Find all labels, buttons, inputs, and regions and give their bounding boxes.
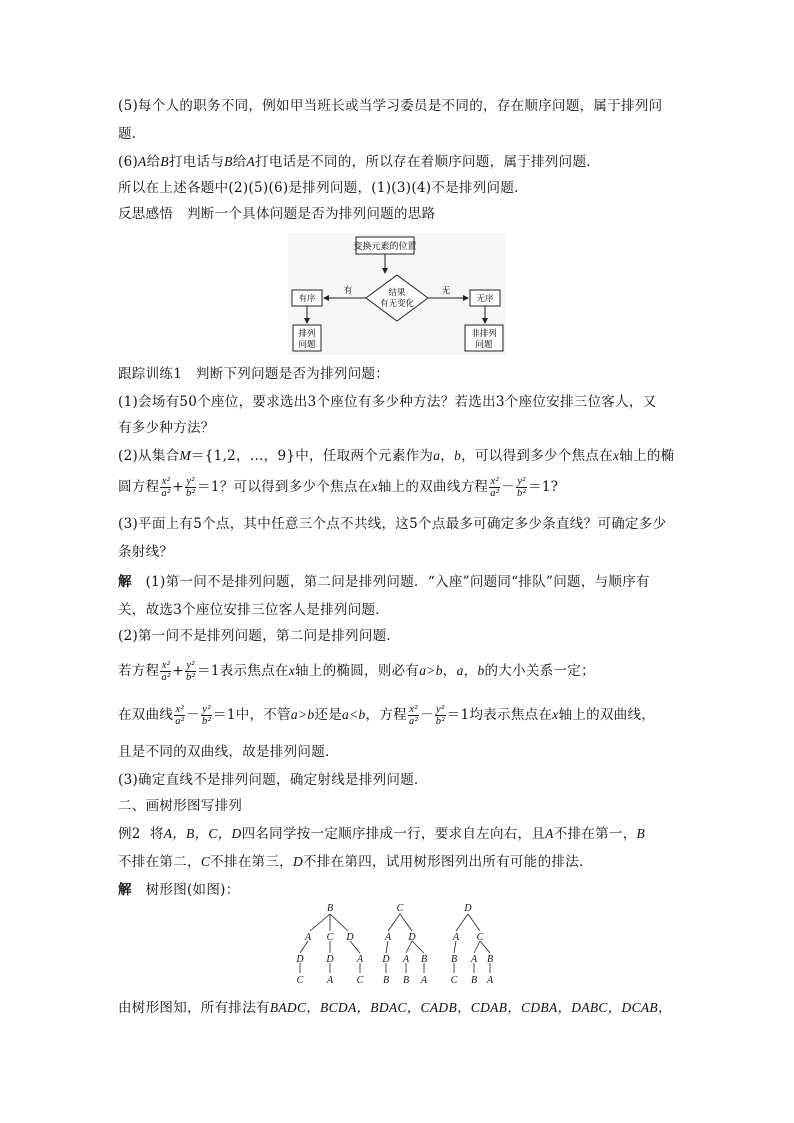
var-b: b xyxy=(454,448,462,463)
text-fragment: ＝1均表示焦点在 xyxy=(446,707,553,723)
text-fragment: 树形图(如图)： xyxy=(145,882,240,898)
fraction-numerator: y² xyxy=(517,476,526,487)
tree-node: C xyxy=(450,975,458,986)
operator-minus: － xyxy=(419,707,434,723)
conclusion-line xyxy=(118,998,678,1018)
var-a: A xyxy=(138,154,147,169)
fraction-numerator: x² xyxy=(161,660,171,671)
fraction-x2-a2 xyxy=(408,704,419,727)
var-x: x xyxy=(288,663,296,678)
text-fragment: 若方程 xyxy=(118,663,160,679)
paragraph-5-line1: (5)每个人的职务不同，例如甲当班长或当学习委员是不同的，存在顺序问题，属于排列问 xyxy=(118,98,663,114)
text-fragment: 还是 xyxy=(314,707,343,723)
var-b: B xyxy=(224,154,233,169)
example-line2 xyxy=(118,852,678,872)
text-fragment: 的大小关系一定； xyxy=(484,663,595,679)
fraction-numerator: y² xyxy=(186,476,195,487)
text-fragment: 不排在第二， xyxy=(118,854,201,870)
fraction-denominator: b² xyxy=(186,672,196,683)
text-fragment: ＝{1,2，…，9}中，任取两个元素作为 xyxy=(190,448,434,464)
practice-q2-line1 xyxy=(118,446,678,466)
fraction-denominator: a² xyxy=(175,716,185,727)
example-line1 xyxy=(118,824,678,844)
fraction-y2-b2 xyxy=(185,476,196,499)
flow-edge-yes: 有 xyxy=(343,286,353,296)
solution-line6: 且是不同的双曲线，故是排列问题． xyxy=(118,744,339,760)
flow-box-permutation-l1: 排列 xyxy=(298,329,316,339)
solution-line7: (3)确定直线不是排列问题，确定射线是排列问题． xyxy=(118,772,428,788)
var-x: x xyxy=(552,707,559,722)
var-m: M xyxy=(179,448,191,463)
flow-box-non-permutation-l1: 非排列 xyxy=(471,329,497,339)
fraction-x2-a2 xyxy=(160,476,171,499)
flow-edge-no: 无 xyxy=(441,286,451,296)
reflection-line xyxy=(118,204,678,224)
var-c: C xyxy=(200,854,211,869)
text-fragment: ＝1表示焦点在 xyxy=(197,663,289,679)
flow-box-ordered-label: 有序 xyxy=(298,294,316,304)
tree-diagram xyxy=(270,901,510,993)
tree-node: A xyxy=(470,954,478,965)
tree-node: A xyxy=(452,932,460,943)
reflection-text: 判断一个具体问题是否为排列问题的思路 xyxy=(186,206,436,222)
text-fragment: (6) xyxy=(118,154,139,170)
fraction-numerator: x² xyxy=(409,704,418,715)
text-fragment: 给 xyxy=(232,154,247,170)
flowchart-diagram xyxy=(288,233,506,355)
fraction-y2-b2 xyxy=(435,704,446,727)
var-a: a xyxy=(456,663,464,678)
fraction-x2-a2 xyxy=(160,660,171,683)
text-fragment: 不排在第三， xyxy=(210,854,293,870)
practice-title: 跟踪训练1 判断下列问题是否为排列问题： xyxy=(118,366,390,382)
tree-node: B xyxy=(402,975,410,986)
var-a: A xyxy=(246,154,256,169)
flow-box-top-label: 变换元素的位置 xyxy=(353,242,417,252)
tree-node: A xyxy=(402,954,410,965)
fraction-denominator: a² xyxy=(490,488,500,499)
tree-node: C xyxy=(296,975,304,986)
tree-node: B xyxy=(382,975,390,986)
fraction-x2-a2 xyxy=(489,476,500,499)
fraction-denominator: b² xyxy=(186,488,196,499)
tree-node: C xyxy=(326,932,334,943)
solution-line2: 关，故选3个座位安排三位客人是排列问题． xyxy=(118,602,390,618)
tree-node: A xyxy=(326,975,334,986)
fraction-denominator: a² xyxy=(161,672,171,683)
flow-box-unordered-label: 无序 xyxy=(476,294,494,304)
text-fragment: 轴上的椭 xyxy=(619,448,675,464)
operator-minus: － xyxy=(186,707,201,723)
practice-q3-line1: (3)平面上有5个点，其中任意三个点不共线，这5个点最多可确定多少条直线？可确定多少 xyxy=(118,516,667,532)
solution-label: 解 xyxy=(118,882,132,898)
text-fragment: 将 xyxy=(149,826,164,842)
fraction-y2-b2 xyxy=(201,704,212,727)
text-fragment: ＝1? xyxy=(528,479,559,495)
fraction-numerator: y² xyxy=(186,660,195,671)
text-fragment: ， xyxy=(440,448,455,464)
text-fragment: ， xyxy=(442,663,457,679)
text-fragment: (2)从集合 xyxy=(118,448,180,464)
text-fragment: 在双曲线 xyxy=(118,707,174,723)
text-fragment: ， xyxy=(463,663,478,679)
text-fragment: ＝1中，不管 xyxy=(213,707,291,723)
fraction-numerator: y² xyxy=(436,704,445,715)
var-b: b xyxy=(477,663,485,678)
tree-node: A xyxy=(420,975,428,986)
text-fragment: 轴上的双曲线， xyxy=(558,707,656,723)
reflection-label: 反思感悟 xyxy=(118,206,174,222)
tree-node: A xyxy=(356,954,364,965)
text-fragment: ，方程 xyxy=(365,707,407,723)
example-label: 例2 xyxy=(118,826,141,842)
permutation-list: BADC，BCDA，BDAC，CADB，CDAB，CDBA，DABC，DCAB， xyxy=(269,1000,672,1015)
text-fragment: 打电话与 xyxy=(168,154,225,170)
text-fragment: ，可以得到多少个焦点在 xyxy=(461,448,613,464)
tree-root-b: B xyxy=(326,903,334,914)
fraction-denominator: a² xyxy=(161,488,171,499)
fraction-x2-a2 xyxy=(174,704,185,727)
solution-line5 xyxy=(118,704,678,727)
var-d: D xyxy=(292,854,303,869)
text-fragment: ＝1？可以得到多少个焦点在 xyxy=(197,479,372,495)
text-fragment: 不排在第四，试用树形图列出所有可能的排法． xyxy=(303,854,593,870)
fraction-y2-b2 xyxy=(516,476,527,499)
tree-node: D xyxy=(382,954,390,965)
flow-box-permutation-l2: 问题 xyxy=(298,340,316,350)
flow-box-non-permutation-l2: 问题 xyxy=(475,340,493,350)
text-fragment: 轴上的双曲线方程 xyxy=(377,479,489,495)
text-fragment: 由树形图知，所有排法有 xyxy=(118,1000,270,1016)
tree-node: A xyxy=(304,932,312,943)
fraction-numerator: x² xyxy=(175,704,184,715)
practice-q1-line2: 有多少种方法？ xyxy=(118,420,215,436)
solution-label: 解 xyxy=(118,574,132,590)
tree-node: A xyxy=(384,932,392,943)
paragraph-5-line2: 题． xyxy=(118,126,146,142)
tree-node: B xyxy=(450,954,458,965)
var-b: B xyxy=(636,826,646,841)
operator-minus: － xyxy=(501,479,516,495)
fraction-denominator: b² xyxy=(202,716,212,727)
fraction-numerator: x² xyxy=(161,476,171,487)
practice-q1-line1: (1)会场有50个座位，要求选出3个座位有多少种方法？若选出3个座位安排三位客人，又 xyxy=(118,394,657,410)
flow-decision-line1: 结果 xyxy=(388,288,406,298)
practice-q3-line2: 条射线？ xyxy=(118,544,174,560)
tree-node: B xyxy=(470,975,478,986)
text-fragment: 给 xyxy=(146,154,161,170)
text-fragment: (1)第一问不是排列问题，第二问是排列问题．“入座”问题同“排队”问题，与顺序有 xyxy=(145,574,650,590)
tree-node: D xyxy=(326,954,334,965)
condition: a>b xyxy=(290,707,315,722)
var-x: x xyxy=(371,479,378,494)
example-solution-line xyxy=(118,880,678,900)
flow-decision-line2: 有无变化 xyxy=(379,299,415,309)
flow-decision-diamond xyxy=(366,275,428,321)
solution-line3: (2)第一问不是排列问题，第二问是排列问题． xyxy=(118,628,401,644)
fraction-denominator: b² xyxy=(517,488,527,499)
paragraph-6 xyxy=(118,152,678,172)
var-a: A xyxy=(545,826,554,841)
text-fragment: 打电话是不同的，所以存在着顺序问题，属于排列问题． xyxy=(255,154,601,170)
var-b: B xyxy=(160,154,169,169)
fraction-denominator: b² xyxy=(435,716,445,727)
tree-node: B xyxy=(486,954,494,965)
operator-plus: + xyxy=(172,663,185,679)
text-fragment: 四名同学按一定顺序排成一行，要求自左向右，且 xyxy=(241,826,546,842)
tree-node: B xyxy=(420,954,428,965)
condition: a>b xyxy=(419,663,443,678)
fraction-denominator: a² xyxy=(408,716,418,727)
var-a: a xyxy=(433,448,441,463)
solution-line4 xyxy=(118,660,678,683)
tree-node: D xyxy=(346,932,354,943)
tree-root-d: D xyxy=(464,903,472,914)
var-letters: A，B，C，D xyxy=(163,826,242,841)
solution-line1 xyxy=(118,572,678,592)
var-x: x xyxy=(612,448,620,463)
fraction-numerator: x² xyxy=(490,476,499,487)
fraction-y2-b2 xyxy=(185,660,196,683)
fraction-numerator: y² xyxy=(202,704,211,715)
operator-plus: + xyxy=(172,479,185,495)
tree-root-c: C xyxy=(396,903,404,914)
text-fragment: 轴上的椭圆，则必有 xyxy=(295,663,420,679)
text-fragment: 不排在第一， xyxy=(553,826,637,842)
tree-node: C xyxy=(476,932,484,943)
practice-q2-line2 xyxy=(118,476,678,499)
text-fragment: 圆方程 xyxy=(118,479,160,495)
tree-node: D xyxy=(296,954,304,965)
tree-node: C xyxy=(356,975,364,986)
tree-node: A xyxy=(486,975,494,986)
condition: a<b xyxy=(342,707,366,722)
section-heading: 二、画树形图写排列 xyxy=(118,798,243,814)
summary-line: 所以在上述各题中(2)(5)(6)是排列问题，(1)(3)(4)不是排列问题． xyxy=(118,180,528,196)
tree-node: D xyxy=(408,932,416,943)
